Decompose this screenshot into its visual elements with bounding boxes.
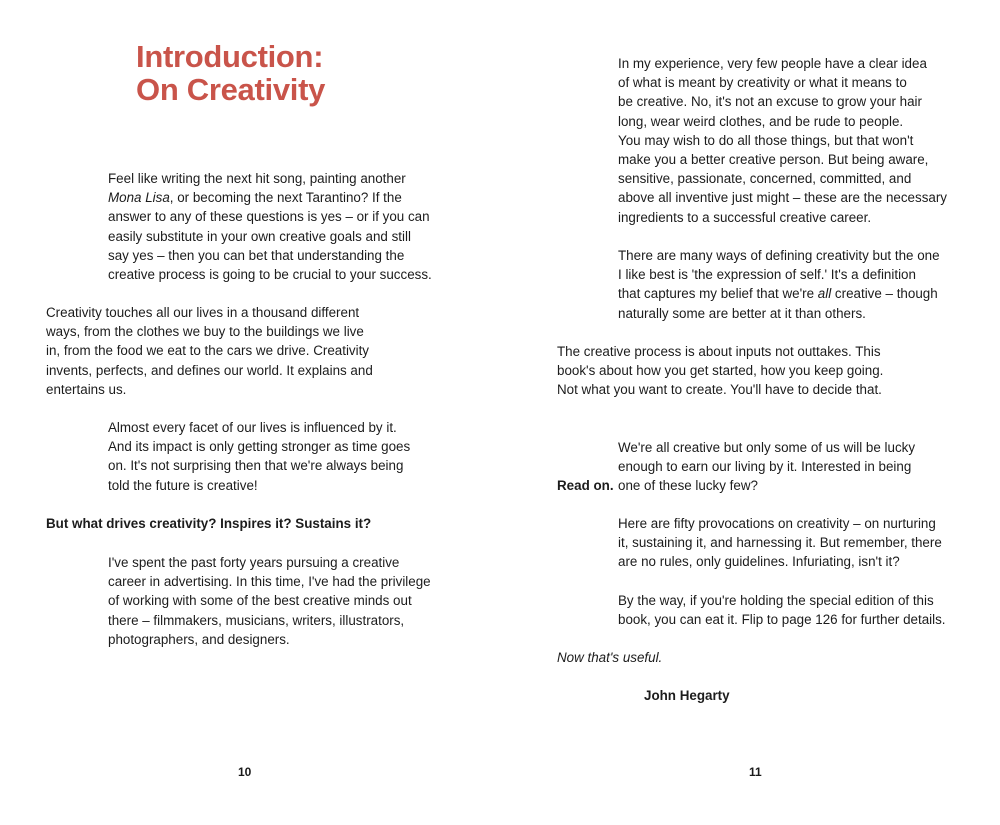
text-line: By the way, if you're holding the special edition of this bbox=[618, 593, 934, 608]
text-line: Almost every facet of our lives is influenced by it. bbox=[108, 420, 397, 435]
text-line: are no rules, only guidelines. Infuriating, isn't it? bbox=[618, 554, 900, 570]
italic-text: Mona Lisa bbox=[108, 190, 170, 206]
text-line bbox=[108, 188, 432, 207]
text-line: book's about how you get started, how you keep going. bbox=[557, 363, 884, 379]
text-line: But what drives creativity? Inspires it? Sustains it? bbox=[46, 516, 372, 531]
text-line: I like best is 'the expression of self.' It's a definition bbox=[618, 267, 916, 283]
text-line: photographers, and designers. bbox=[108, 631, 290, 647]
text-line: answer to any of these questions is yes – or if you can bbox=[108, 209, 430, 225]
right-paragraph-2 bbox=[618, 246, 940, 323]
right-paragraph-4 bbox=[618, 438, 915, 496]
text-span: , or becoming the next Tarantino? If the bbox=[169, 190, 402, 206]
text-line: We're all creative but only some of us will be lucky bbox=[618, 440, 916, 455]
title-line-2: On Creativity bbox=[136, 72, 326, 107]
text-line: And its impact is only getting stronger as time goes bbox=[108, 439, 411, 455]
text-line: long, wear weird clothes, and be rude to people. bbox=[618, 113, 904, 129]
text-line: make you a better creative person. But being aware, bbox=[618, 152, 929, 168]
text-span: creative – though bbox=[831, 286, 938, 302]
text-line bbox=[618, 284, 940, 303]
text-line: naturally some are better at it than others. bbox=[618, 305, 866, 321]
left-paragraph-2 bbox=[46, 303, 373, 399]
text-line: Read on. bbox=[557, 478, 614, 493]
text-line: creative process is going to be crucial to your success. bbox=[108, 267, 432, 283]
italic-text: all bbox=[817, 286, 832, 302]
text-line: Feel like writing the next hit song, painting another bbox=[108, 171, 406, 186]
text-line: Here are fifty provocations on creativity – on nurturing bbox=[618, 516, 936, 531]
text-span: that captures my belief that we're bbox=[618, 286, 818, 302]
right-page bbox=[500, 0, 1000, 825]
right-paragraph-6 bbox=[618, 591, 946, 629]
text-line: one of these lucky few? bbox=[618, 478, 758, 494]
text-line: ways, from the clothes we buy to the buildings we live bbox=[46, 324, 364, 340]
text-line: career in advertising. In this time, I've had the privilege bbox=[108, 574, 431, 590]
right-paragraph-5 bbox=[618, 514, 942, 572]
text-line: on. It's not surprising then that we're always being bbox=[108, 458, 404, 474]
text-line: There are many ways of defining creativity but the one bbox=[618, 248, 940, 263]
text-line: Not what you want to create. You'll have to decide that. bbox=[557, 382, 882, 398]
closing-line bbox=[557, 648, 662, 667]
text-line: entertains us. bbox=[46, 381, 127, 397]
text-line: In my experience, very few people have a clear idea bbox=[618, 56, 927, 71]
text-line: enough to earn our living by it. Interested in being bbox=[618, 459, 912, 475]
chapter-title bbox=[136, 40, 325, 106]
text-line: there – filmmakers, musicians, writers, illustrators, bbox=[108, 612, 405, 628]
text-line: ingredients to a successful creative career. bbox=[618, 209, 872, 225]
text-line: told the future is creative! bbox=[108, 477, 258, 493]
text-line: of working with some of the best creative minds out bbox=[108, 593, 412, 609]
text-line: You may wish to do all those things, but that won't bbox=[618, 132, 914, 148]
page-number-left: 10 bbox=[238, 765, 252, 779]
right-paragraph-1 bbox=[618, 54, 947, 227]
text-line: it, sustaining it, and harnessing it. But remember, there bbox=[618, 535, 942, 551]
text-line: invents, perfects, and defines our world. It explains and bbox=[46, 362, 373, 378]
left-question-heading bbox=[46, 514, 371, 533]
text-line: be creative. No, it's not an excuse to grow your hair bbox=[618, 94, 922, 110]
author-signature bbox=[644, 686, 730, 705]
left-paragraph-3 bbox=[108, 418, 410, 495]
text-line: of what is meant by creativity or what it means to bbox=[618, 75, 907, 91]
text-line: easily substitute in your own creative goals and still bbox=[108, 228, 411, 244]
title-line-1: Introduction: bbox=[136, 39, 324, 74]
text-line: above all inventive just might – these are the necessary bbox=[618, 190, 947, 206]
read-on-heading bbox=[557, 476, 614, 495]
text-line: Now that's useful. bbox=[557, 650, 663, 665]
text-line: I've spent the past forty years pursuing a creative bbox=[108, 555, 400, 570]
text-line: in, from the food we eat to the cars we drive. Creativity bbox=[46, 343, 370, 359]
text-line: John Hegarty bbox=[644, 688, 730, 703]
left-paragraph-1 bbox=[108, 169, 432, 284]
text-line: book, you can eat it. Flip to page 126 for further details. bbox=[618, 612, 946, 628]
text-line: sensitive, passionate, concerned, committed, and bbox=[618, 171, 912, 187]
left-paragraph-5 bbox=[108, 553, 431, 649]
text-line: say yes – then you can bet that understanding the bbox=[108, 247, 405, 263]
page-number-right: 11 bbox=[749, 765, 762, 779]
text-line: The creative process is about inputs not outtakes. This bbox=[557, 344, 881, 359]
text-line: Creativity touches all our lives in a thousand different bbox=[46, 305, 360, 320]
right-paragraph-3 bbox=[557, 342, 883, 400]
